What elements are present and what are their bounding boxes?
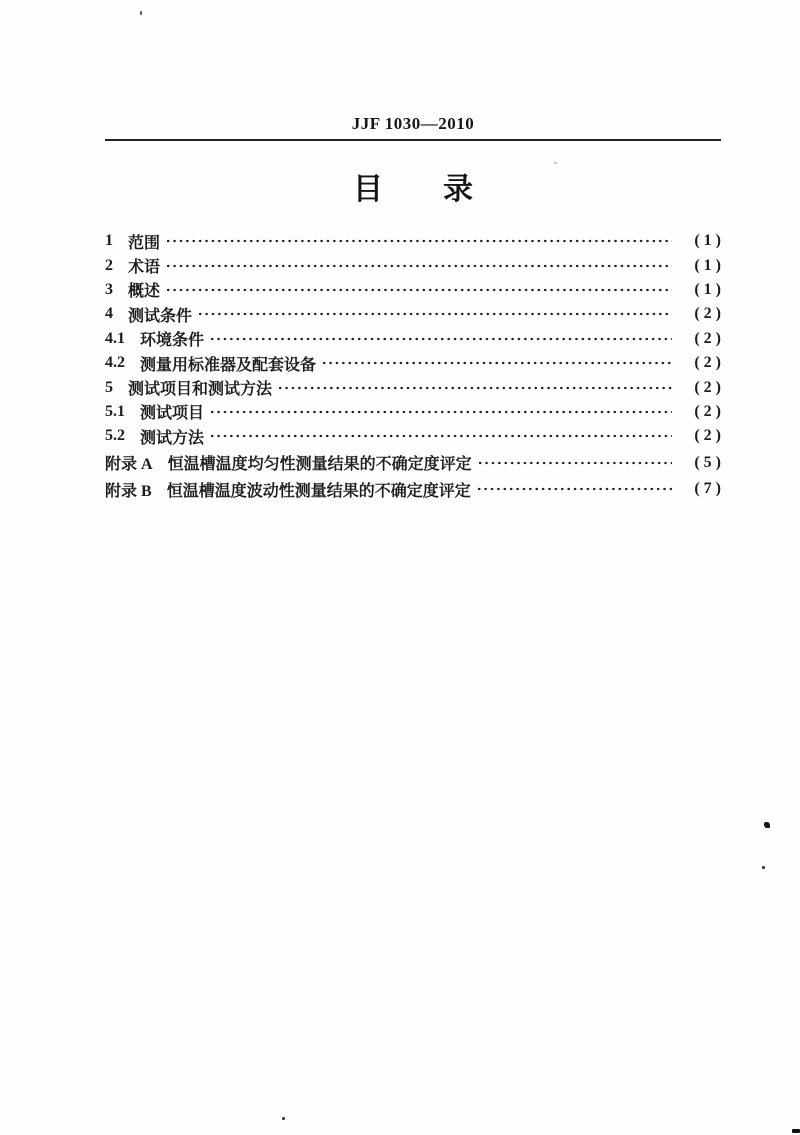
dot-leader xyxy=(197,306,672,322)
dot-leader xyxy=(321,355,672,371)
dot-leader xyxy=(476,481,672,497)
scan-speck xyxy=(764,822,770,828)
toc-entry-number: 1 xyxy=(105,232,113,250)
dot-leader xyxy=(165,282,672,298)
toc-entry xyxy=(105,424,721,448)
toc-entry xyxy=(105,351,721,375)
toc-entry-page: ( 1 ) xyxy=(694,256,721,274)
toc-entry-number: 5.1 xyxy=(105,402,125,420)
scan-speck xyxy=(762,866,765,869)
page-title: 目 录 xyxy=(353,173,473,206)
toc-entry xyxy=(105,302,721,326)
toc-entry-number: 5.2 xyxy=(105,427,125,445)
toc-entry xyxy=(105,278,721,302)
toc-entry-page: ( 2 ) xyxy=(694,354,721,372)
scan-speck xyxy=(554,162,557,164)
toc-entry-label: 恒温槽温度均匀性测量结果的不确定度评定 xyxy=(167,456,472,474)
toc-entry-page: ( 5 ) xyxy=(694,453,721,471)
toc-entry xyxy=(105,229,721,253)
toc-entry xyxy=(105,253,721,277)
toc-entry-page: ( 2 ) xyxy=(694,378,721,396)
toc-entry-number: 附录 A xyxy=(105,456,153,474)
toc-entry-appendix xyxy=(105,477,721,501)
scan-speck xyxy=(792,1129,800,1133)
standard-number: JJF 1030—2010 xyxy=(351,114,475,133)
dot-leader xyxy=(165,233,672,249)
toc-entry-number: 2 xyxy=(105,256,113,274)
toc-entry-page: ( 2 ) xyxy=(694,305,721,323)
toc-entry-number: 3 xyxy=(105,280,113,298)
scan-speck xyxy=(282,1117,285,1120)
toc-entry-label: 测试条件 xyxy=(128,307,193,325)
toc-entry-label: 环境条件 xyxy=(140,332,205,350)
toc-entry-appendix xyxy=(105,451,721,475)
toc-entry-page: ( 2 ) xyxy=(694,402,721,420)
toc-entry-page: ( 7 ) xyxy=(694,480,721,498)
toc-entry-page: ( 1 ) xyxy=(694,232,721,250)
toc-entry-number: 5 xyxy=(105,378,113,396)
toc-entry xyxy=(105,400,721,424)
page-content xyxy=(105,0,721,501)
toc-entry xyxy=(105,375,721,399)
header-rule xyxy=(105,139,721,141)
dot-leader xyxy=(477,455,672,471)
toc-entry-page: ( 2 ) xyxy=(694,329,721,347)
toc-entry-label: 术语 xyxy=(128,259,161,277)
toc-entry-label: 测量用标准器及配套设备 xyxy=(140,356,317,374)
toc-entry-label: 测试方法 xyxy=(140,429,205,447)
toc-entry-number: 4 xyxy=(105,305,113,323)
toc-entry-label: 测试项目和测试方法 xyxy=(128,381,273,399)
scan-speck xyxy=(140,11,142,15)
toc-entry-number: 附录 B xyxy=(105,482,152,500)
table-of-contents xyxy=(105,229,721,501)
dot-leader xyxy=(209,331,672,347)
dot-leader xyxy=(165,258,672,274)
toc-entry-label: 范围 xyxy=(128,234,161,252)
toc-entry xyxy=(105,327,721,351)
toc-entry-page: ( 2 ) xyxy=(694,427,721,445)
toc-entry-number: 4.1 xyxy=(105,329,125,347)
dot-leader xyxy=(209,428,672,444)
toc-entry-page: ( 1 ) xyxy=(694,280,721,298)
dot-leader xyxy=(277,380,672,396)
toc-entry-label: 恒温槽温度波动性测量结果的不确定度评定 xyxy=(166,482,471,500)
toc-entry-label: 概述 xyxy=(128,283,161,301)
toc-entry-number: 4.2 xyxy=(105,354,125,372)
dot-leader xyxy=(209,404,672,420)
toc-entry-label: 测试项目 xyxy=(140,405,205,423)
